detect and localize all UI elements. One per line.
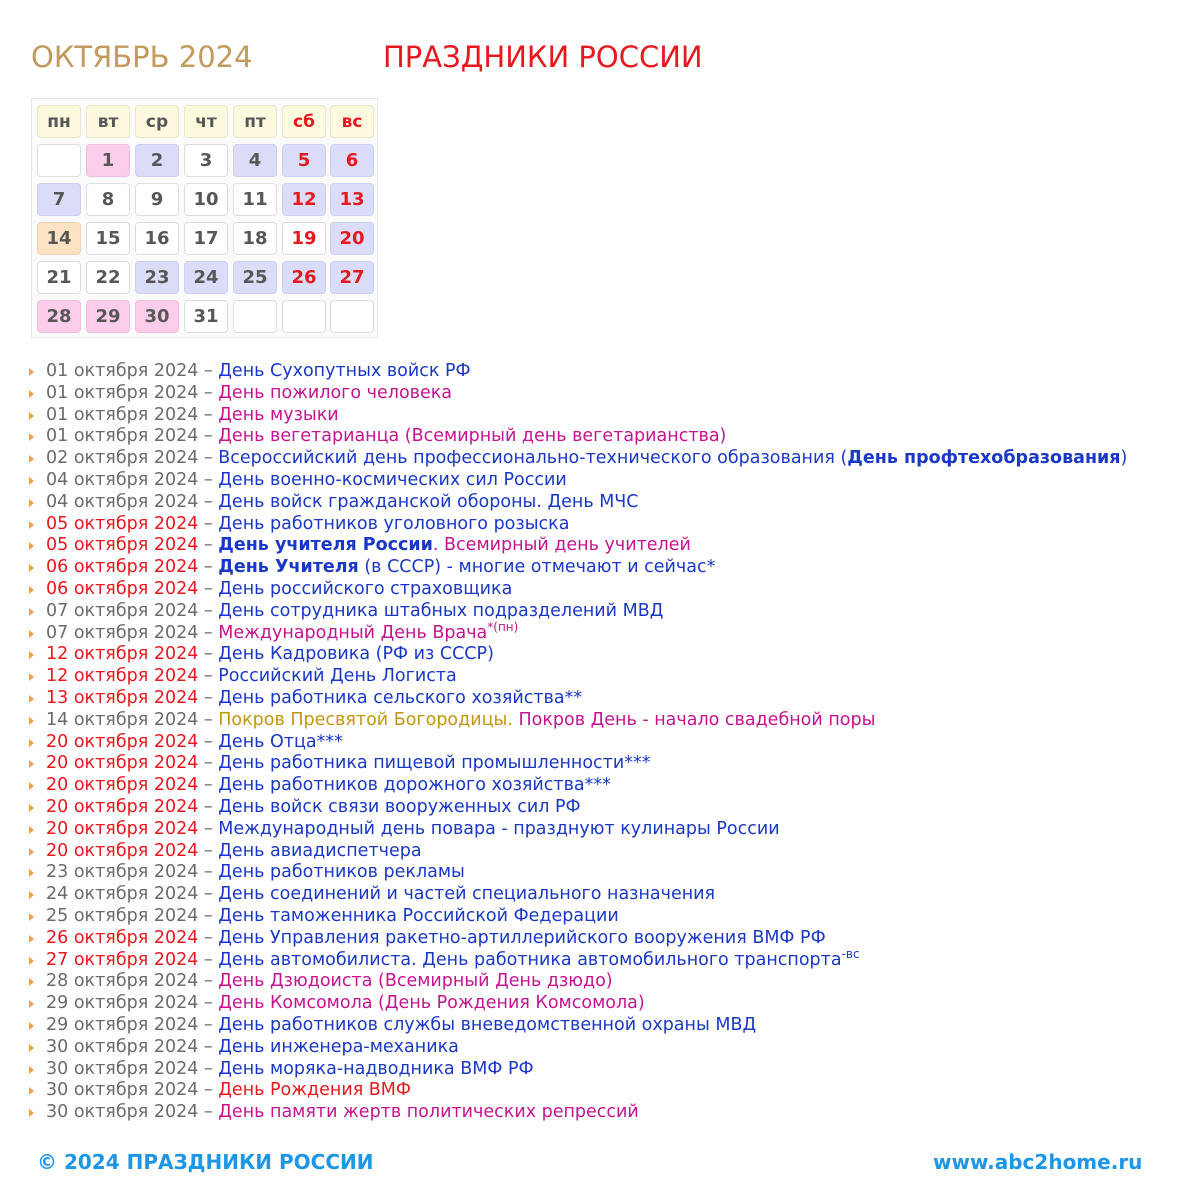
bullet-icon [29,433,34,441]
calendar-day[interactable]: 12 [282,183,326,216]
calendar-day[interactable]: 2 [135,144,179,177]
footer-website-link[interactable]: www.abc2home.ru [933,1150,1143,1174]
date-separator: – [198,862,219,883]
weekday-header: вс [330,105,374,138]
holiday-name: (в СССР) - многие отмечают и сейчас* [358,557,716,578]
holiday-name: День учителя России [218,535,433,556]
bullet-icon [29,826,34,834]
holiday-item [29,753,1194,775]
holiday-date: 20 октября 2024 [46,840,199,861]
calendar-day-empty [330,300,374,333]
holiday-item [29,906,1194,928]
bullet-icon [29,630,34,638]
holiday-name: День соединений и частей специального назначения [218,884,716,905]
date-separator: – [198,775,219,796]
bullet-icon [29,521,34,529]
date-separator: – [198,840,219,861]
calendar-day[interactable]: 15 [86,222,130,255]
holiday-date: 30 октября 2024 [46,1102,199,1123]
holiday-name: День Отца*** [218,731,343,752]
date-separator: – [198,905,219,926]
holiday-name: День Комсомола (День Рождения Комсомола) [218,993,645,1014]
holiday-name: День войск связи вооруженных сил РФ [218,796,581,817]
holiday-item [29,710,1194,732]
date-separator: – [198,557,219,578]
holiday-date: 29 октября 2024 [46,993,199,1014]
bullet-icon [29,891,34,899]
holiday-date: 26 октября 2024 [46,927,199,948]
holiday-date: 14 октября 2024 [46,709,199,730]
holiday-date: 01 октября 2024 [46,382,199,403]
holiday-item [29,448,1194,470]
holiday-name: День работников рекламы [218,862,465,883]
bullet-icon [29,608,34,616]
holiday-date: 06 октября 2024 [46,557,199,578]
holiday-name: День Управления ракетно-артиллерийского вооружения ВМФ РФ [218,927,826,948]
date-separator: – [198,426,219,447]
calendar-day[interactable]: 3 [184,144,228,177]
bullet-icon [29,368,34,376]
bullet-icon [29,499,34,507]
holiday-name: День работника сельского хозяйства** [218,687,583,708]
holiday-date: 07 октября 2024 [46,600,199,621]
date-separator: – [198,818,219,839]
holiday-date: 12 октября 2024 [46,666,199,687]
date-separator: – [198,491,219,512]
bullet-icon [29,564,34,572]
holiday-date: 28 октября 2024 [46,971,199,992]
calendar-day-empty [282,300,326,333]
holiday-name: День работников дорожного хозяйства*** [218,775,611,796]
holiday-date: 20 октября 2024 [46,796,199,817]
month-title: ОКТЯБРЬ 2024 [31,40,253,74]
holiday-item [29,797,1194,819]
date-separator: – [198,361,219,381]
calendar-day[interactable]: 14 [37,222,81,255]
date-separator: – [198,600,219,621]
holiday-item [29,775,1194,797]
holiday-name: День пожилого человека [218,382,453,403]
calendar-day[interactable]: 31 [184,300,228,333]
bullet-icon [29,1087,34,1095]
calendar-day[interactable]: 19 [282,222,326,255]
holiday-item [29,1015,1194,1037]
weekday-header: ср [135,105,179,138]
footer-copyright: © 2024 ПРАЗДНИКИ РОССИИ [37,1150,374,1174]
bullet-icon [29,1000,34,1008]
calendar-day[interactable]: 28 [37,300,81,333]
calendar-day[interactable]: 8 [86,183,130,216]
bullet-icon [29,848,34,856]
holiday-name: . Всемирный день учителей [432,535,691,556]
calendar-day[interactable]: 6 [330,144,374,177]
holiday-item [29,601,1194,623]
date-separator: – [198,535,219,556]
holiday-item [29,841,1194,863]
holiday-date: 05 октября 2024 [46,513,199,534]
holiday-date: 30 октября 2024 [46,1080,199,1101]
holiday-item [29,819,1194,841]
bullet-icon [29,651,34,659]
calendar-day[interactable]: 20 [330,222,374,255]
bullet-icon [29,673,34,681]
bullet-icon [29,717,34,725]
date-separator: – [198,1036,219,1057]
holiday-date: 06 октября 2024 [46,578,199,599]
holiday-name: День инженера-механика [218,1036,459,1057]
weekday-header: сб [282,105,326,138]
bullet-icon [29,957,34,965]
holiday-item [29,732,1194,754]
holiday-item [29,971,1194,993]
holiday-item [29,993,1194,1015]
bullet-icon [29,586,34,594]
holiday-date: 20 октября 2024 [46,775,199,796]
bullet-icon [29,455,34,463]
date-separator: – [198,687,219,708]
calendar-day[interactable]: 21 [37,261,81,294]
bullet-icon [29,542,34,550]
calendar-day[interactable]: 13 [330,183,374,216]
calendar-day[interactable]: 30 [135,300,179,333]
bullet-icon [29,1066,34,1074]
holiday-item [29,514,1194,536]
holiday-item [29,470,1194,492]
date-separator: – [198,753,219,774]
date-separator: – [198,1058,219,1079]
holiday-name: День автомобилиста. День работника автомобильного транспорта [218,949,842,970]
holiday-item [29,644,1194,666]
bullet-icon [29,782,34,790]
date-separator: – [198,448,219,469]
bullet-icon [29,695,34,703]
holiday-name: День войск гражданской обороны. День МЧС [218,491,639,512]
calendar-day-empty [233,300,277,333]
date-separator: – [198,622,219,643]
bullet-icon [29,978,34,986]
bullet-icon [29,477,34,485]
holiday-date: 13 октября 2024 [46,687,199,708]
calendar-day[interactable]: 25 [233,261,277,294]
holiday-name: День российского страховщика [218,578,513,599]
holiday-item [29,557,1194,579]
month-calendar [31,98,378,338]
holiday-date: 29 октября 2024 [46,1014,199,1035]
calendar-day[interactable]: 18 [233,222,277,255]
holiday-name: День сотрудника штабных подразделений МВД [218,600,664,621]
holiday-name: День военно-космических сил России [218,469,567,490]
bullet-icon [29,1022,34,1030]
calendar-day[interactable]: 26 [282,261,326,294]
calendar-day[interactable]: 29 [86,300,130,333]
bullet-icon [29,760,34,768]
holiday-date: 25 октября 2024 [46,905,199,926]
date-separator: – [198,993,219,1014]
weekday-header: пн [37,105,81,138]
date-separator: – [198,644,219,665]
bullet-icon [29,390,34,398]
holiday-date: 07 октября 2024 [46,622,199,643]
holiday-date: 24 октября 2024 [46,884,199,905]
holiday-date: 01 октября 2024 [46,426,199,447]
holiday-date: 05 октября 2024 [46,535,199,556]
holiday-date: 02 октября 2024 [46,448,199,469]
calendar-day[interactable]: 10 [184,183,228,216]
holiday-item [29,946,1194,972]
calendar-day[interactable]: 4 [233,144,277,177]
holiday-name: Всероссийский день профессионально-технического образования ( [218,448,848,469]
holiday-name: День Кадровика (РФ из СССР) [218,644,494,665]
holiday-date: 30 октября 2024 [46,1058,199,1079]
weekday-header: чт [184,105,228,138]
bullet-icon [29,935,34,943]
calendar-day[interactable]: 22 [86,261,130,294]
holiday-name: День работника пищевой промышленности*** [218,753,651,774]
date-separator: – [198,1102,219,1123]
date-separator: – [198,1014,219,1035]
bullet-icon [29,739,34,747]
holiday-name: День Сухопутных войск РФ [218,361,471,381]
calendar-day[interactable]: 5 [282,144,326,177]
holiday-date: 12 октября 2024 [46,644,199,665]
holiday-item [29,426,1194,448]
date-separator: – [198,709,219,730]
holiday-item [29,928,1194,950]
date-separator: – [198,382,219,403]
calendar-day[interactable]: 9 [135,183,179,216]
holiday-name: Международный День Врача [218,622,488,643]
date-separator: – [198,578,219,599]
holiday-item [29,579,1194,601]
holiday-date: 20 октября 2024 [46,818,199,839]
holiday-name: День профтехобразования [847,448,1121,469]
holiday-name: День вегетарианца (Всемирный день вегетарианства) [218,426,727,447]
holiday-name: Международный день повара - празднуют кулинары России [218,818,780,839]
holiday-name: День Дзюдоиста (Всемирный День дзюдо) [218,971,613,992]
bullet-icon [29,1044,34,1052]
holiday-item [29,619,1194,645]
holiday-name: День авиадиспетчера [218,840,422,861]
holiday-item [29,688,1194,710]
bullet-icon [29,804,34,812]
holiday-item [29,1102,1194,1124]
holiday-name: День таможенника Российской Федерации [218,905,619,926]
holiday-date: 27 октября 2024 [46,949,199,970]
holiday-name: День работников службы вневедомственной охраны МВД [218,1014,757,1035]
holiday-list [29,361,1194,1124]
weekday-header: вт [86,105,130,138]
calendar-day[interactable]: 7 [37,183,81,216]
date-separator: – [198,666,219,687]
date-separator: – [198,884,219,905]
holiday-name: День памяти жертв политических репрессий [218,1102,639,1123]
calendar-day[interactable]: 24 [184,261,228,294]
calendar-day[interactable]: 11 [233,183,277,216]
holiday-date: 01 октября 2024 [46,404,199,425]
holiday-name: Покров Пресвятой Богородицы. [218,709,519,730]
holiday-item [29,383,1194,405]
calendar-day[interactable]: 27 [330,261,374,294]
holiday-date: 20 октября 2024 [46,753,199,774]
date-separator: – [198,469,219,490]
date-separator: – [198,1080,219,1101]
holiday-date: 04 октября 2024 [46,469,199,490]
date-separator: – [198,927,219,948]
holiday-item [29,361,1194,383]
holiday-item [29,884,1194,906]
date-separator: – [198,796,219,817]
holiday-date: 01 октября 2024 [46,361,199,381]
holiday-item [29,666,1194,688]
calendar-day[interactable]: 16 [135,222,179,255]
holiday-name: ) [1120,448,1128,469]
holiday-item [29,492,1194,514]
calendar-day[interactable]: 1 [86,144,130,177]
weekday-header: пт [233,105,277,138]
holiday-item [29,862,1194,884]
holiday-date: 04 октября 2024 [46,491,199,512]
holiday-name: День музыки [218,404,339,425]
calendar-day[interactable]: 17 [184,222,228,255]
site-title: ПРАЗДНИКИ РОССИИ [383,40,703,74]
holiday-name: День моряка-надводника ВМФ РФ [218,1058,534,1079]
holiday-name: День Учителя [218,557,359,578]
date-separator: – [198,971,219,992]
holiday-name: Российский День Логиста [218,666,457,687]
holiday-date: 20 октября 2024 [46,731,199,752]
bullet-icon [29,869,34,877]
holiday-date: 30 октября 2024 [46,1036,199,1057]
date-separator: – [198,949,219,970]
holiday-item [29,405,1194,427]
date-separator: – [198,513,219,534]
bullet-icon [29,1109,34,1117]
holiday-name: День Рождения ВМФ [218,1080,411,1101]
calendar-day[interactable]: 23 [135,261,179,294]
holiday-name: *(пн) [487,619,519,634]
holiday-date: 23 октября 2024 [46,862,199,883]
holiday-name: День работников уголовного розыска [218,513,570,534]
holiday-name: Покров День - начало свадебной поры [518,709,876,730]
holiday-item [29,535,1194,557]
date-separator: – [198,404,219,425]
bullet-icon [29,913,34,921]
bullet-icon [29,412,34,420]
date-separator: – [198,731,219,752]
holiday-item [29,1059,1194,1081]
holiday-item [29,1037,1194,1059]
holiday-name: -вс [841,946,860,961]
calendar-day-empty [37,144,81,177]
holiday-item [29,1080,1194,1102]
